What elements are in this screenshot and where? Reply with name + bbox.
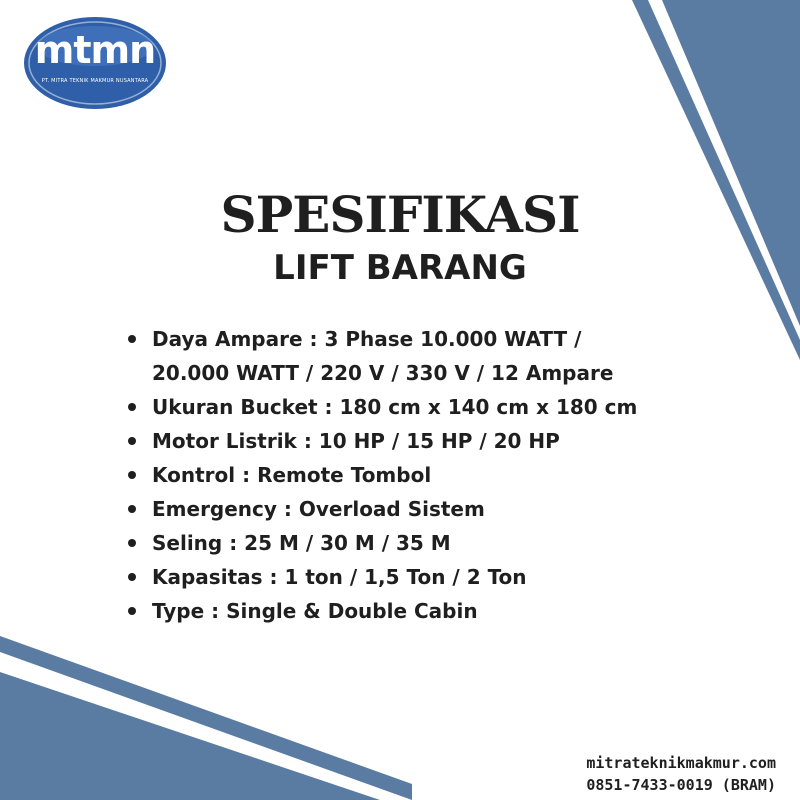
spec-item-daya-ampare bbox=[128, 322, 708, 390]
bullet-icon bbox=[128, 539, 136, 547]
spec-item-motor-listrik bbox=[128, 424, 708, 458]
page-title: SPESIFIKASI bbox=[220, 185, 580, 244]
bullet-icon bbox=[128, 573, 136, 581]
bullet-icon bbox=[128, 607, 136, 615]
phone-text: 0851-7433-0019 (BRAM) bbox=[586, 776, 776, 794]
bullet-icon bbox=[128, 471, 136, 479]
spec-text: Type : Single & Double Cabin bbox=[152, 599, 478, 623]
bullet-icon bbox=[128, 403, 136, 411]
spec-item-emergency bbox=[128, 492, 708, 526]
spec-item-kontrol bbox=[128, 458, 708, 492]
spec-item-kapasitas bbox=[128, 560, 708, 594]
spec-text: Ukuran Bucket : 180 cm x 140 cm x 180 cm bbox=[152, 395, 638, 419]
bullet-icon bbox=[128, 437, 136, 445]
spec-text: Emergency : Overload Sistem bbox=[152, 497, 485, 521]
contact-info bbox=[586, 752, 776, 796]
spec-item-seling bbox=[128, 526, 708, 560]
spec-text: Daya Ampare : 3 Phase 10.000 WATT / bbox=[152, 327, 582, 351]
page-subtitle: LIFT BARANG bbox=[273, 248, 527, 288]
spec-text: Kapasitas : 1 ton / 1,5 Ton / 2 Ton bbox=[152, 565, 527, 589]
spec-text: Seling : 25 M / 30 M / 35 M bbox=[152, 531, 451, 555]
company-logo bbox=[22, 14, 168, 112]
logo-company-name: PT. MITRA TEKNIK MAKMUR NUSANTARA bbox=[41, 78, 149, 84]
spec-list bbox=[128, 322, 708, 628]
spec-item-ukuran-bucket bbox=[128, 390, 708, 424]
bullet-icon bbox=[128, 335, 136, 343]
bottom-left-band bbox=[0, 672, 380, 800]
spec-text-continued: 20.000 WATT / 220 V / 330 V / 12 Ampare bbox=[152, 361, 614, 385]
spec-text: Motor Listrik : 10 HP / 15 HP / 20 HP bbox=[152, 429, 560, 453]
bullet-icon bbox=[128, 505, 136, 513]
spec-text: Kontrol : Remote Tombol bbox=[152, 463, 432, 487]
spec-item-type bbox=[128, 594, 708, 628]
website-text: mitrateknikmakmur.com bbox=[586, 754, 776, 772]
logo-wordmark: mtmn bbox=[34, 28, 156, 72]
